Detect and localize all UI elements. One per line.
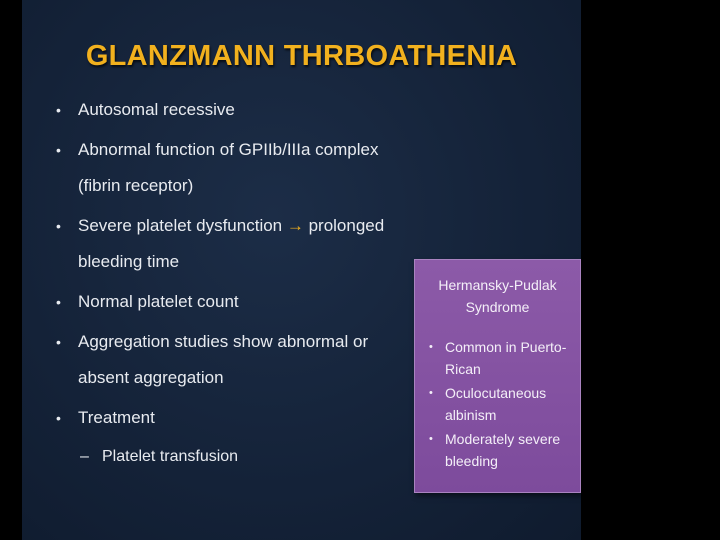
bullet-icon: • <box>56 334 61 350</box>
bullet-text-before: Severe platelet dysfunction <box>78 216 287 235</box>
sub-bullet-text: Platelet transfusion <box>102 448 239 465</box>
list-item <box>56 132 416 204</box>
list-item <box>423 382 572 426</box>
bullet-icon: • <box>56 102 61 118</box>
bullet-icon: • <box>429 341 433 353</box>
slide <box>22 0 581 540</box>
bullet-icon: • <box>56 218 61 234</box>
sidebox-item-text: Moderately severe bleeding <box>445 431 561 469</box>
list-item <box>56 92 416 128</box>
bullet-text-after: prolonged bleeding time <box>78 216 385 271</box>
sidebox-item-text: Oculocutaneous albinism <box>445 385 547 423</box>
bullet-icon: • <box>56 294 61 310</box>
bullet-text: Aggregation studies show abnormal or absent aggregation <box>78 332 369 387</box>
sub-list-item <box>56 440 416 474</box>
list-item <box>423 428 572 472</box>
sidebox-list <box>415 336 580 472</box>
list-item <box>56 400 416 436</box>
sidebox-hermansky-pudlak <box>414 259 581 493</box>
bullet-text: Autosomal recessive <box>78 100 235 119</box>
bullet-icon: • <box>429 433 433 445</box>
sidebox-item-text: Common in Puerto-Rican <box>445 339 567 377</box>
bullet-icon: • <box>56 142 61 158</box>
list-item <box>56 284 416 320</box>
bullet-text: Normal platelet count <box>78 292 239 311</box>
bullet-icon: • <box>56 410 61 426</box>
list-item <box>56 324 416 396</box>
arrow-right-icon: → <box>286 216 304 235</box>
dash-icon: – <box>80 448 89 465</box>
bullet-list <box>56 92 416 474</box>
bullet-icon: • <box>429 387 433 399</box>
bullet-text: Treatment <box>78 408 155 427</box>
list-item <box>56 208 416 280</box>
sidebox-title: Hermansky-Pudlak Syndrome <box>438 277 557 315</box>
list-item <box>423 336 572 380</box>
slide-title: GLANZMANN THRBOATHENIA <box>85 40 518 72</box>
bullet-text: Abnormal function of GPIIb/IIIa complex (fibrin receptor) <box>78 140 379 195</box>
